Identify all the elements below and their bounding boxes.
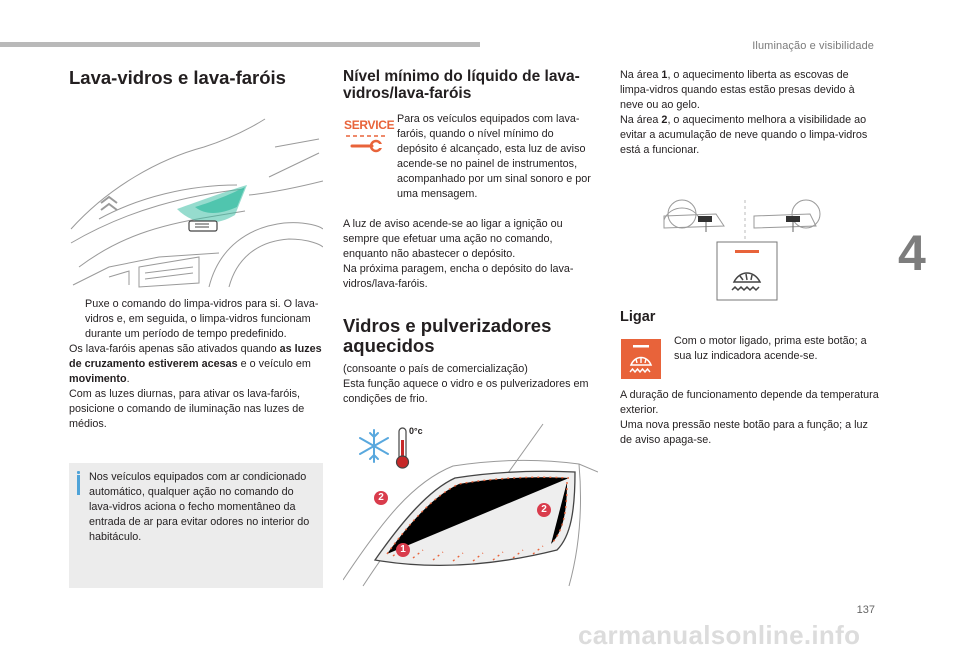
car-front-illustration [69,117,323,289]
temperature-label: 0°c [409,426,423,436]
paragraph-zone-2: Na área 2, o aquecimento melhora a visibilidade ao evitar a acumulação de neve quando o limpa-vidros está a funcionar. [620,114,868,156]
bullet-marker [69,297,85,342]
col3-zones-text [620,68,880,158]
dashboard-controls-illustration [660,196,830,304]
watermark: carmanualsonline.info [578,620,861,650]
ligar-text: Com o motor ligado, prima este botão; a sua luz indicadora acende-se. [674,335,867,362]
zone-2-label-left: 2 [378,492,384,503]
info-text: Nos veículos equipados com ar condicionado automático, qualquer ação no comando do lava-vidros aciona o fecho momentâneo da entrada de ar para evitar odores no interior do habitáculo. [89,471,310,543]
col1-text [69,297,323,432]
main-heading: Lava-vidros e lava-faróis [69,67,286,88]
heated-windscreen-icon [621,339,661,379]
service-warning-icon [344,118,395,156]
paragraph-country-note: (consoante o país de comercialização) [343,363,528,375]
paragraph-heated-function: Esta função aquece o vidro e os pulverizadores em condições de frio. [343,378,589,405]
thermometer-icon [397,428,409,468]
chapter-number: 4 [898,225,926,281]
paragraph-daytime-lights: Com as luzes diurnas, para ativar os lava-faróis, posicione o comando de iluminação nas luzes de médios. [69,388,305,430]
wrench-icon [344,132,388,156]
bullet-item [69,297,323,342]
info-box [69,463,323,588]
col2-paragraphs [343,217,599,292]
header-bar [0,42,480,47]
service-label: SERVICE [344,118,395,132]
col3-duration-text [620,388,880,448]
heading-ligar: Ligar [620,309,656,325]
heated-windscreen-illustration [343,420,598,588]
heading-min-level: Nível mínimo do líquido de lava-vidros/lava-faróis [343,68,580,102]
section-title: Iluminação e visibilidade [752,40,874,52]
page-number: 137 [856,604,875,616]
info-icon [77,471,80,474]
paragraph-zone-1: Na área 1, o aquecimento liberta as escovas de limpa-vidros quando estas estão presas devido à neve ou ao gelo. [620,69,855,111]
snowflake-icon [360,430,388,462]
col2-heated-text [343,362,599,407]
zone-2-label-right: 2 [541,504,547,515]
paragraph-warning-light: A luz de aviso acende-se ao ligar a ignição ou sempre que efetuar uma ação no comando, enquanto não abastecer o depósito. [343,218,563,260]
zone-1-label: 1 [400,544,406,555]
paragraph-duration: A duração de funcionamento depende da temperatura exterior. [620,389,879,416]
paragraph-refill: Na próxima paragem, encha o depósito do lava-vidros/lava-faróis. [343,263,574,290]
heading-heated-glass: Vidros e pulverizadores aquecidos [343,315,552,356]
paragraph-switch-off: Uma nova pressão neste botão para a função; a luz de aviso apaga-se. [620,419,868,446]
bullet-text: Puxe o comando do limpa-vidros para si. O lava-vidros e, em seguida, o limpa-vidros funcionam durante um período de tempo predefinido. [85,298,319,340]
paragraph-headlamp-wash: Os lava-faróis apenas são ativados quando as luzes de cruzamento estiverem acesas e o veículo em movimento. [69,343,322,385]
service-text: Para os veículos equipados com lava-faróis, quando o nível mínimo do depósito é alcançado, esta luz de aviso acende-se no painel de instrumentos, acompanhado por um sinal sonoro e por uma mensagem. [397,113,591,200]
defrost-button-icon[interactable] [621,339,661,379]
info-bar [77,475,80,495]
